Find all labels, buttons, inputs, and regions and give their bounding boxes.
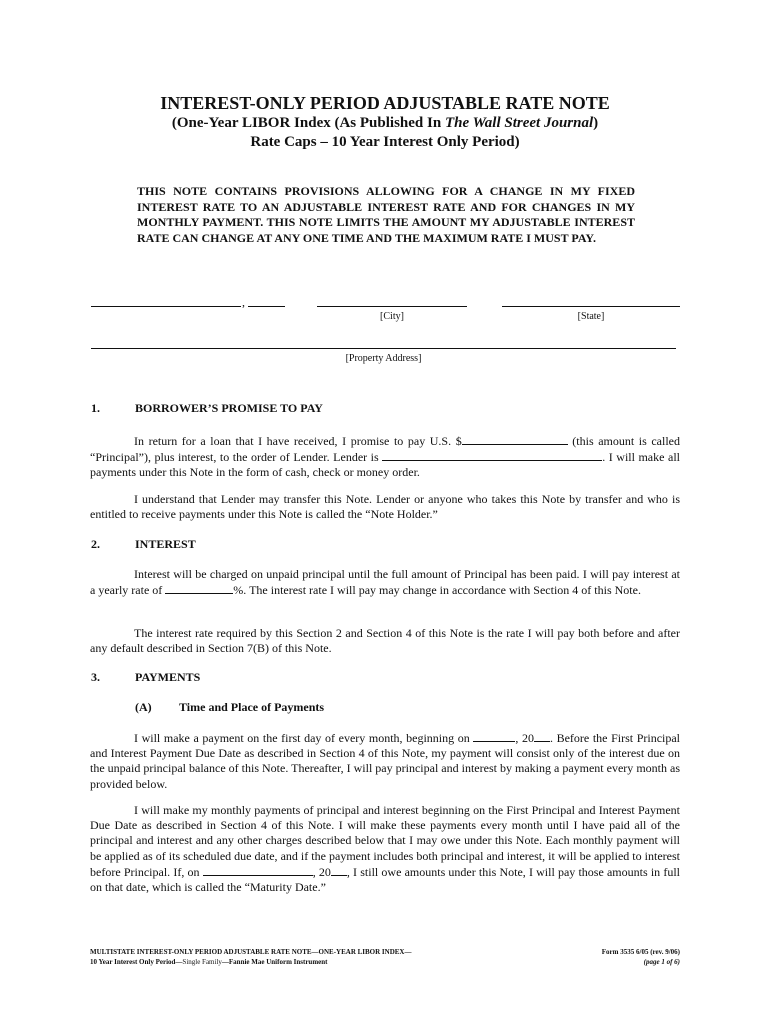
- text: I will make a payment on the first day of every month, beginning on: [134, 731, 474, 745]
- lender-name-field[interactable]: [382, 449, 602, 461]
- section-3-paragraph-1: [90, 730, 680, 792]
- footer-title: MULTISTATE INTEREST-ONLY PERIOD ADJUSTABLE RATE NOTE—ONE-YEAR LIBOR INDEX—: [90, 948, 412, 956]
- text: , 20: [515, 731, 534, 745]
- footer-left: [90, 947, 412, 967]
- maturity-year-field[interactable]: [331, 864, 347, 876]
- section-3-paragraph-2: [90, 803, 680, 895]
- section-number: 3.: [91, 670, 100, 684]
- page-number: (page 1 of 6): [643, 958, 680, 966]
- section-label: INTEREST: [135, 537, 196, 551]
- section-1-heading: [91, 401, 491, 417]
- first-payment-date-field[interactable]: [473, 730, 515, 742]
- footer-subtitle: [90, 957, 412, 967]
- text: (this amount is called “Principal”), plus interest, to the order of Lender. Lender is: [90, 434, 681, 465]
- text: %. The interest rate I will pay may change in accordance with Section 4 of this Note.: [233, 583, 641, 598]
- text: , 20: [312, 864, 331, 879]
- section-2-heading: [91, 537, 491, 553]
- text: Single Family: [182, 958, 222, 966]
- form-number: Form 3535 6/05 (rev. 9/06): [601, 948, 680, 956]
- text: I will make my monthly payments of principal and interest beginning on the First Principal and Interest Payment Due Date as described in Section 4 of this Note. I will make these payments every month until I have paid all of the principal and interest and any other charges described below that I may owe under this Note. Each monthly payment will be applied as of its scheduled due date, and if the payment includes both principal and interest, it will be applied to interest before Principal. If, on: [90, 803, 680, 879]
- document-subtitle: [0, 115, 770, 132]
- section-2-paragraph-1: [90, 567, 680, 598]
- subsection-3a-heading: [135, 700, 535, 716]
- text: . I will make all payments under this Note in the form of cash, check or money order.: [90, 450, 680, 480]
- section-1-paragraph-1: [90, 433, 680, 481]
- document-subtitle-2: Rate Caps – 10 Year Interest Only Period): [250, 134, 520, 150]
- section-label: BORROWER’S PROMISE TO PAY: [135, 401, 323, 415]
- text: In return for a loan that I have received, I promise to pay U.S. $: [134, 434, 462, 448]
- section-3-heading: [91, 670, 491, 686]
- subtitle-italic: The Wall Street Journal: [444, 115, 594, 131]
- text: . Before the First Principal and Interest Payment Due Date as described in Section 4 of this Note, my payment will consist only of the interest due on the unpaid principal balance of this Note. Thereafter, I will pay principal and interest by making a payment every month as provided below.: [90, 731, 681, 791]
- section-label: PAYMENTS: [135, 670, 201, 684]
- principal-amount-field[interactable]: [462, 433, 568, 445]
- text: 10 Year Interest Only Period—: [90, 958, 183, 966]
- text: —Fannie Mae Uniform Instrument: [221, 958, 328, 966]
- section-number: 1.: [91, 401, 100, 415]
- section-2-paragraph-2: The interest rate required by this Section 2 and Section 4 of this Note is the rate I will pay both before and after any default described in Section 7(B) of this Note.: [90, 626, 680, 656]
- interest-rate-field[interactable]: [165, 582, 233, 594]
- footer-right: [602, 947, 680, 967]
- property-address-label: [Property Address]: [345, 353, 422, 364]
- year-field-line[interactable]: [248, 306, 285, 307]
- first-payment-year-field[interactable]: [534, 730, 550, 742]
- section-1-paragraph-2: I understand that Lender may transfer this Note. Lender or anyone who takes this Note by transfer and who is entitled to receive payments under this Note is called the “Note Holder.”: [90, 492, 680, 522]
- state-field-line[interactable]: [502, 306, 680, 307]
- city-field-line[interactable]: [317, 306, 467, 307]
- subtitle-close: ): [593, 115, 599, 131]
- state-label: [State]: [577, 311, 605, 322]
- maturity-date-field[interactable]: [203, 864, 313, 876]
- subsection-number: (A): [135, 700, 152, 714]
- section-number: 2.: [91, 537, 100, 551]
- date-comma: ,: [242, 295, 245, 309]
- warning-notice: THIS NOTE CONTAINS PROVISIONS ALLOWING FOR A CHANGE IN MY FIXED INTEREST RATE TO AN ADJUSTABLE INTEREST RATE AND FOR CHANGES IN MY MONTHLY PAYMENT. THIS NOTE LIMITS THE AMOUNT MY ADJUSTABLE INTEREST RATE CAN CHANGE AT ANY ONE TIME AND THE MAXIMUM RATE I MUST PAY.: [137, 184, 635, 245]
- property-address-line[interactable]: [91, 348, 676, 349]
- subsection-label: Time and Place of Payments: [179, 700, 325, 714]
- city-label: [City]: [380, 311, 404, 322]
- document-title: INTEREST-ONLY PERIOD ADJUSTABLE RATE NOTE: [160, 93, 610, 113]
- date-field-line[interactable]: [91, 306, 241, 307]
- text: , I still owe amounts under this Note, I will pay those amounts in full on that date, which is called the “Maturity Date.”: [90, 864, 681, 895]
- subtitle-text: (One-Year LIBOR Index (As Published In: [171, 115, 445, 131]
- text: Interest will be charged on unpaid principal until the full amount of Principal has been paid. I will pay interest at a yearly rate of: [90, 567, 680, 598]
